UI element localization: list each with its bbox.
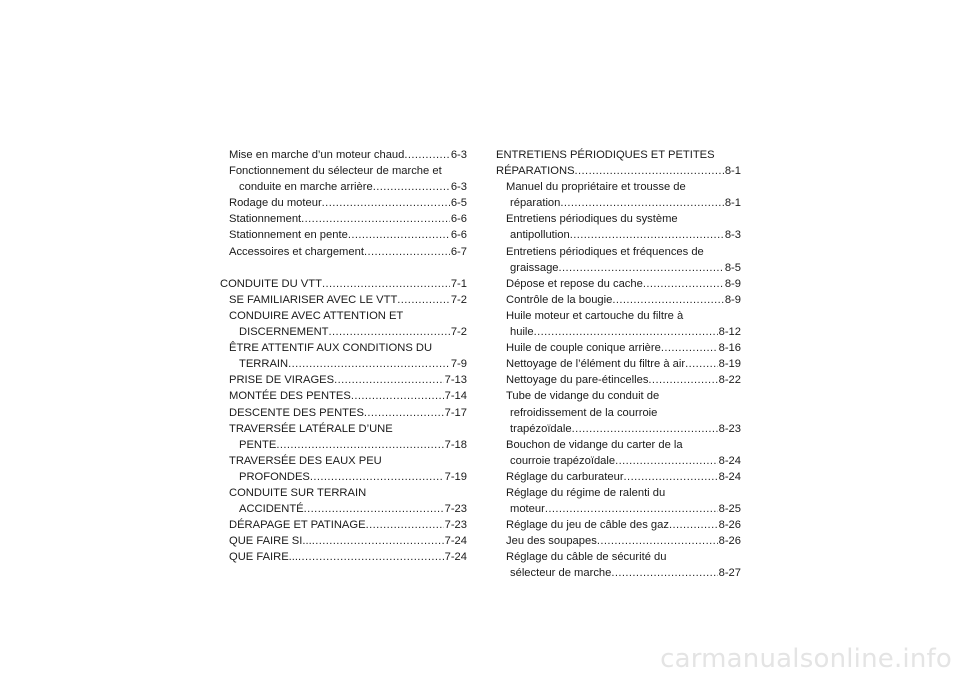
toc-entry-title: Huile de couple conique arrière xyxy=(506,342,661,355)
toc-entry-title: DESCENTE DES PENTES xyxy=(229,406,364,419)
dot-leader xyxy=(397,292,450,308)
toc-entry-title: réparation xyxy=(510,197,561,210)
toc-entry-title: Réglage du jeu de câble des gaz xyxy=(506,519,669,532)
toc-entry-title: PENTE xyxy=(239,438,277,451)
dot-leader xyxy=(366,517,444,533)
toc-entry-title: courroie trapézoïdale xyxy=(510,454,616,467)
toc-entry-title: MONTÉE DES PENTES xyxy=(229,390,351,403)
toc-entry xyxy=(496,453,741,469)
toc-entry xyxy=(496,340,741,356)
toc-page-number: 6-6 xyxy=(450,213,467,226)
toc-entry-line: Réglage du câble de sécurité du xyxy=(506,551,667,564)
toc-entry xyxy=(229,388,467,404)
toc-entry xyxy=(496,533,741,549)
toc-entry xyxy=(496,565,741,581)
toc-page-number: 7-24 xyxy=(444,535,467,548)
toc-entry-title: Réglage du carburateur xyxy=(506,470,624,483)
toc-left-column xyxy=(220,147,467,565)
toc-entry xyxy=(496,195,741,211)
toc-entry xyxy=(496,469,741,485)
toc-entry xyxy=(229,517,467,533)
toc-entry-line: Fonctionnement du sélecteur de marche et xyxy=(229,165,442,178)
toc-page-number: 6-3 xyxy=(450,181,467,194)
chapter-heading xyxy=(496,163,741,179)
toc-page-number: 8-23 xyxy=(718,422,741,435)
toc-entry-line: Entretiens périodiques et fréquences de xyxy=(506,245,704,258)
toc-entry-line: Tube de vidange du conduit de xyxy=(506,390,660,403)
toc-entry-line: TRAVERSÉE DES EAUX PEU xyxy=(229,454,382,467)
toc-page-number: 8-3 xyxy=(724,229,741,242)
toc-page-number: 6-6 xyxy=(450,229,467,242)
dot-leader xyxy=(404,147,449,163)
toc-entry xyxy=(229,469,467,485)
toc-page-number: 6-5 xyxy=(450,197,467,210)
chapter-heading xyxy=(220,276,467,292)
dot-leader xyxy=(661,340,718,356)
toc-page-number: 8-9 xyxy=(724,293,741,306)
dot-leader xyxy=(615,453,717,469)
dot-leader xyxy=(334,372,444,388)
dot-leader xyxy=(643,276,724,292)
toc-entry-title: Nettoyage de l’élément du filtre à air xyxy=(506,358,686,371)
toc-entry-title: Jeu des soupapes xyxy=(506,535,597,548)
toc-page-number: 8-9 xyxy=(724,277,741,290)
toc-entry-title: antipollution xyxy=(510,229,570,242)
toc-entry-title: PRISE DE VIRAGES xyxy=(229,374,335,387)
toc-page-number: 8-25 xyxy=(718,503,741,516)
toc-page-number: 8-16 xyxy=(718,342,741,355)
toc-entry-line: Huile moteur et cartouche du filtre à xyxy=(506,309,684,322)
dot-leader xyxy=(612,292,723,308)
toc-entry xyxy=(229,533,467,549)
dot-leader xyxy=(373,179,450,195)
toc-entry-title: ACCIDENTÉ xyxy=(239,503,304,516)
toc-entry-title: DISCERNEMENT xyxy=(239,326,329,339)
toc-page-number: 6-7 xyxy=(450,245,467,258)
toc-entry xyxy=(496,292,741,308)
dot-leader xyxy=(545,501,718,517)
toc-entry xyxy=(496,421,741,437)
dot-leader xyxy=(572,421,718,437)
toc-entry xyxy=(229,437,467,453)
toc-right-column xyxy=(496,147,741,582)
toc-page-number: 8-24 xyxy=(718,454,741,467)
toc-page-number: 8-1 xyxy=(724,197,741,210)
toc-entry xyxy=(229,405,467,421)
toc-page-number: 6-3 xyxy=(450,149,467,161)
toc-entry-title: huile xyxy=(510,326,534,339)
toc-entry-title: QUE FAIRE SI... xyxy=(229,535,312,548)
dot-leader xyxy=(329,324,450,340)
dot-leader xyxy=(348,227,450,243)
toc-entry xyxy=(496,501,741,517)
toc-page-number: 7-2 xyxy=(450,293,467,306)
toc-page-number: 7-19 xyxy=(444,470,467,483)
toc-page-number: 7-9 xyxy=(450,358,467,371)
toc-entry-title: Contrôle de la bougie xyxy=(506,293,613,306)
toc-page-number: 7-14 xyxy=(444,390,467,403)
toc-entry-line: TRAVERSÉE LATÉRALE D’UNE xyxy=(229,422,393,435)
toc-entry xyxy=(496,517,741,533)
spacer xyxy=(229,260,467,276)
toc-entry-title: Dépose et repose du cache xyxy=(506,277,643,290)
toc-entry xyxy=(496,324,741,340)
toc-entry-line: ÊTRE ATTENTIF AUX CONDITIONS DU xyxy=(229,342,433,355)
dot-leader xyxy=(560,195,723,211)
toc-entry xyxy=(496,276,741,292)
toc-page-number: 7-23 xyxy=(444,503,467,516)
toc-page-number: 8-5 xyxy=(724,261,741,274)
toc-entry xyxy=(229,324,467,340)
toc-entry-title: QUE FAIRE... xyxy=(229,551,299,564)
toc-page-number: 7-17 xyxy=(444,406,467,419)
toc-page-number: 8-24 xyxy=(718,470,741,483)
dot-leader xyxy=(364,244,450,260)
toc-page-number: 7-24 xyxy=(444,551,467,564)
dot-leader xyxy=(559,260,724,276)
dot-leader xyxy=(624,469,718,485)
dot-leader xyxy=(310,469,444,485)
toc-entry-title: Accessoires et chargement xyxy=(229,245,364,258)
toc-entry-title: TERRAIN xyxy=(239,358,289,371)
chapter-heading: ENTRETIENS PÉRIODIQUES ET PETITES xyxy=(496,149,715,161)
toc-page-number: 8-1 xyxy=(724,165,741,178)
dot-leader xyxy=(570,227,724,243)
toc-page-number: 7-2 xyxy=(450,326,467,339)
dot-leader xyxy=(364,405,444,421)
dot-leader xyxy=(322,276,450,292)
toc-entry xyxy=(496,260,741,276)
toc-entry xyxy=(229,501,467,517)
toc-entry-line: CONDUIRE AVEC ATTENTION ET xyxy=(229,309,404,322)
toc-entry xyxy=(229,372,467,388)
dot-leader xyxy=(312,533,444,549)
toc-entry xyxy=(229,549,467,565)
toc-entry-line: Bouchon de vidange du carter de la xyxy=(506,438,683,451)
toc-page-number: 8-19 xyxy=(718,358,741,371)
dot-leader xyxy=(648,372,717,388)
dot-leader xyxy=(669,517,718,533)
toc-entry-line: Entretiens périodiques du système xyxy=(506,213,678,226)
dot-leader xyxy=(322,195,450,211)
dot-leader xyxy=(351,388,444,404)
toc-entry-line: Manuel du propriétaire et trousse de xyxy=(506,181,686,194)
toc-entry xyxy=(496,356,741,372)
toc-entry xyxy=(229,211,467,227)
dot-leader xyxy=(288,356,450,372)
toc-entry-title: RÉPARATIONS xyxy=(496,165,575,178)
toc-page-number: 7-18 xyxy=(444,438,467,451)
toc-entry-title: CONDUITE DU VTT xyxy=(220,277,322,290)
toc-page-number: 7-13 xyxy=(444,374,467,387)
toc-entry xyxy=(229,227,467,243)
toc-entry xyxy=(229,356,467,372)
toc-entry-line: Réglage du régime de ralenti du xyxy=(506,486,666,499)
dot-leader xyxy=(575,163,724,179)
toc-page-number: 7-1 xyxy=(450,277,467,290)
toc-page-number: 8-26 xyxy=(718,535,741,548)
toc-entry-title: PROFONDES xyxy=(239,470,310,483)
toc-page-number: 7-23 xyxy=(444,519,467,532)
dot-leader xyxy=(298,549,444,565)
toc-page-number: 8-26 xyxy=(718,519,741,532)
toc-entry-title: Rodage du moteur xyxy=(229,197,322,210)
toc-entry-title: conduite en marche arrière xyxy=(239,181,373,194)
toc-entry-title: Stationnement en pente xyxy=(229,229,348,242)
dot-leader xyxy=(304,501,444,517)
toc-entry-title: moteur xyxy=(510,503,545,516)
toc-entry xyxy=(496,372,741,388)
toc-entry-title: Nettoyage du pare-étincelles xyxy=(506,374,649,387)
dot-leader xyxy=(301,211,450,227)
toc-entry-line: CONDUITE SUR TERRAIN xyxy=(229,486,367,499)
dot-leader xyxy=(685,356,717,372)
toc-entry xyxy=(496,227,741,243)
dot-leader xyxy=(276,437,443,453)
toc-entry xyxy=(229,244,467,260)
toc-entry-title: trapézoïdale xyxy=(510,422,572,435)
toc-entry xyxy=(229,179,467,195)
toc-page-number: 8-27 xyxy=(718,567,741,580)
toc-entry-title: Mise en marche d’un moteur chaud xyxy=(229,149,405,161)
toc-entry-title: SE FAMILIARISER AVEC LE VTT xyxy=(229,293,398,306)
toc-entry xyxy=(229,147,467,163)
toc-entry xyxy=(229,292,467,308)
dot-leader xyxy=(534,324,718,340)
watermark: carmanualsonline.info xyxy=(660,644,952,674)
toc-entry-title: DÉRAPAGE ET PATINAGE xyxy=(229,519,366,532)
toc-page-number: 8-22 xyxy=(718,374,741,387)
toc-entry-title: Stationnement xyxy=(229,213,302,226)
toc-entry-line: refroidissement de la courroie xyxy=(510,406,658,419)
toc-page-number: 8-12 xyxy=(718,326,741,339)
toc-entry-title: sélecteur de marche xyxy=(510,567,612,580)
toc-entry xyxy=(229,195,467,211)
dot-leader xyxy=(597,533,718,549)
toc-entry-title: graissage xyxy=(510,261,559,274)
dot-leader xyxy=(611,565,717,581)
